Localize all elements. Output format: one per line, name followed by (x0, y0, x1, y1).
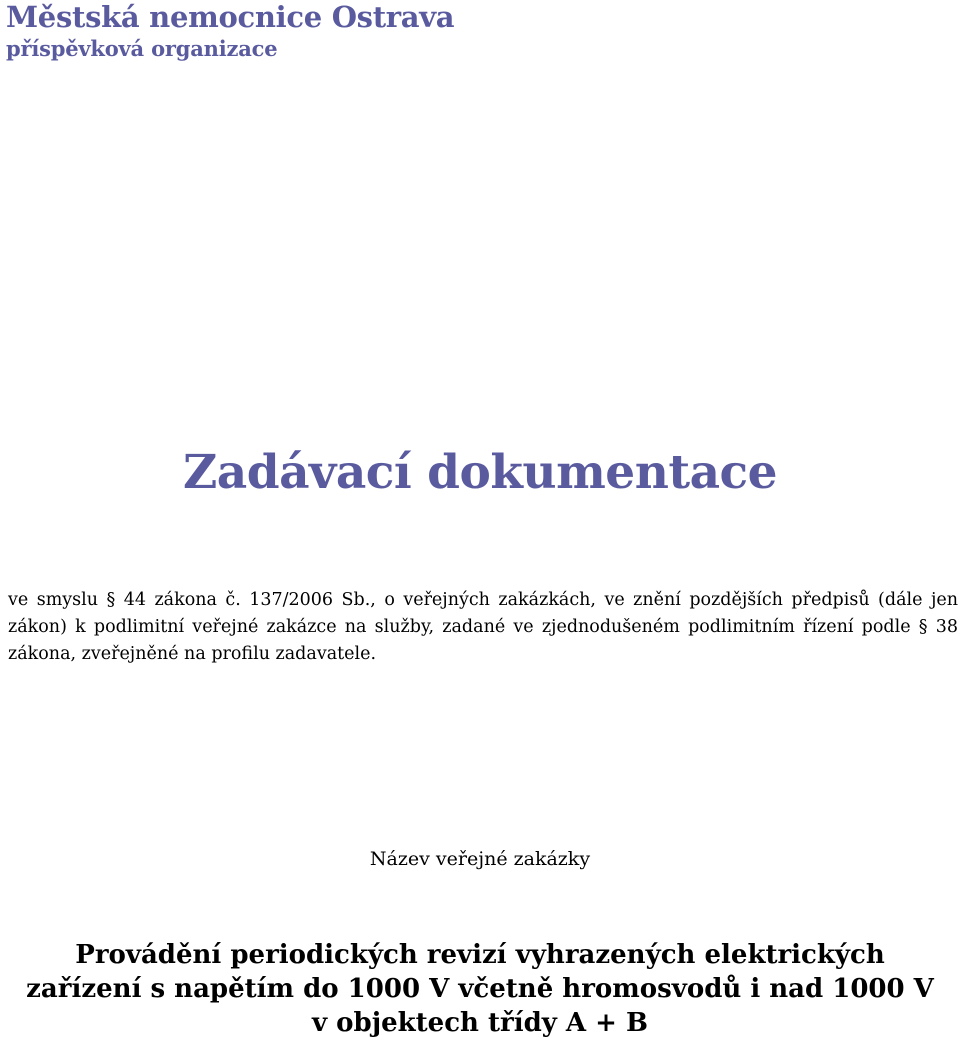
organization-type: příspěvková organizace (6, 36, 278, 61)
contract-label: Název veřejné zakázky (369, 848, 591, 870)
contract-name: Provádění periodických revizí vyhrazených elektrických zařízení s napětím do 1000 V včetně hromosvodů i nad 1000 V v objektech třídy A + B (26, 940, 934, 1038)
organization-name: Městská nemocnice Ostrava (6, 0, 455, 34)
intro-paragraph: ve smyslu § 44 zákona č. 137/2006 Sb., o veřejných zakázkách, ve znění pozdějších předpisů (dále jen zákon) k podlimitní veřejné zakázce na služby, zadané ve zjednodušeném podlimitním řízení podle § 38 zákona, zveřejněné na profilu zadavatele. (8, 590, 958, 664)
document-title: Zadávací dokumentace (182, 445, 778, 500)
